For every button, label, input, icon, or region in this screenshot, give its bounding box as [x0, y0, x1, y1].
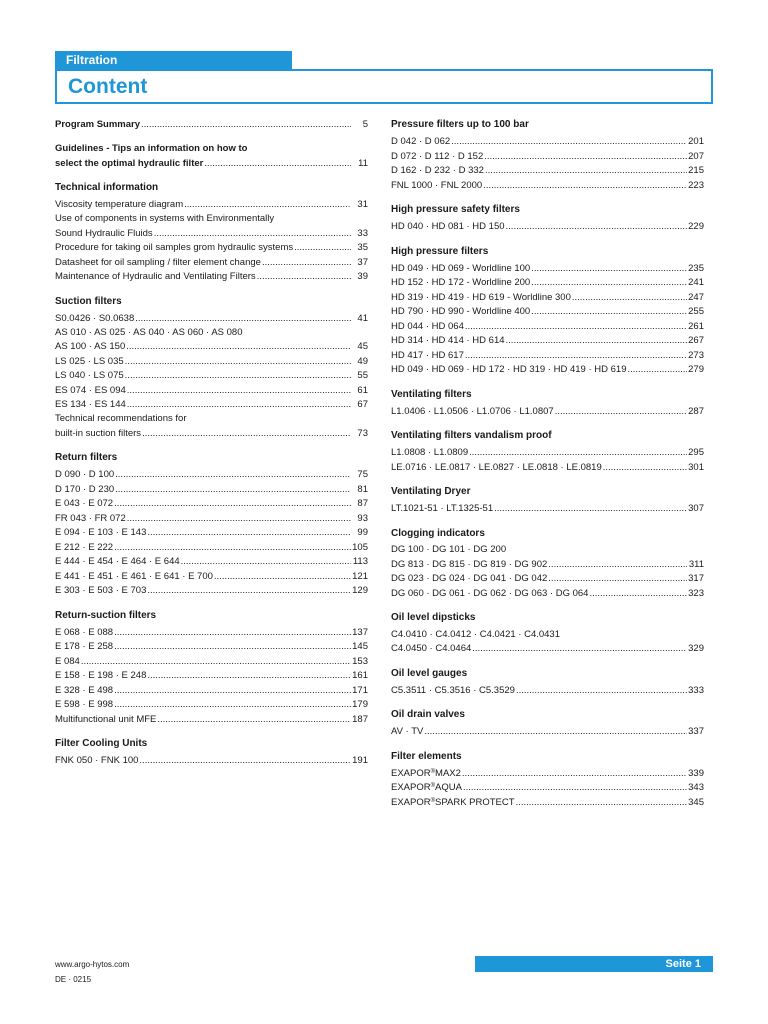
entry-page-number: 329: [688, 643, 704, 654]
toc-entry[interactable]: [391, 446, 704, 461]
toc-section: [55, 118, 368, 133]
entry-page-number: 81: [357, 483, 368, 495]
dot-leader: [114, 626, 351, 641]
dot-leader: [114, 497, 351, 512]
dot-leader: [465, 320, 687, 335]
toc-entry[interactable]: [391, 558, 704, 573]
toc-entry[interactable]: [391, 349, 704, 364]
entry-page-number: 339: [688, 767, 704, 779]
toc-entry[interactable]: [391, 179, 704, 194]
toc-section: [391, 667, 704, 699]
toc-section: [391, 388, 704, 420]
section-tab: Filtration: [55, 51, 292, 69]
section-heading: High pressure safety filters: [391, 204, 520, 215]
toc-entry[interactable]: [55, 541, 368, 556]
entry-label: LE.0716 · LE.0817 · LE.0827 · LE.0818 · LE.0819: [391, 461, 602, 473]
toc-entry[interactable]: [391, 262, 704, 277]
toc-section: [391, 203, 704, 235]
toc-entry[interactable]: [55, 655, 368, 670]
entry-page-number: 39: [357, 271, 368, 282]
entry-label: HD 319 · HD 419 · HD 619 - Worldline 300: [391, 291, 571, 303]
entry-page-number: 171: [352, 684, 368, 696]
entry-page-number: 295: [688, 447, 704, 458]
toc-section: [55, 609, 368, 728]
toc-section: [391, 118, 704, 193]
entry-page-number: 35: [357, 242, 368, 253]
entry-label: Procedure for taking oil samples grom hydraulic systems: [55, 242, 294, 253]
entry-label: E 158 · E 198 · E 248: [55, 670, 147, 681]
section-heading: Clogging indicators: [391, 527, 485, 539]
toc-entry[interactable]: [391, 502, 704, 517]
toc-section: [391, 750, 704, 811]
dot-leader: [294, 241, 351, 256]
entry-label: HD 152 · HD 172 - Worldline 200: [391, 277, 531, 288]
section-heading: Oil level dipsticks: [391, 612, 476, 623]
dot-leader: [472, 642, 687, 657]
toc-entry[interactable]: [55, 369, 368, 384]
section-heading: Filter Cooling Units: [55, 738, 148, 749]
entry-page-number: 191: [352, 755, 368, 766]
toc-entry[interactable]: [55, 198, 368, 213]
entry-label: Program Summary: [55, 119, 141, 130]
dot-leader: [115, 483, 351, 498]
dot-leader: [465, 349, 687, 364]
dot-leader: [451, 135, 687, 150]
dot-leader: [516, 796, 687, 811]
toc-section: [55, 451, 368, 599]
toc-entry[interactable]: [55, 713, 368, 728]
dot-leader: [114, 698, 351, 713]
dot-leader: [114, 541, 351, 556]
entry-label: E 094 · E 103 · E 143: [55, 527, 147, 538]
toc-entry[interactable]: [391, 725, 704, 740]
entry-page-number: 241: [688, 277, 704, 288]
toc-section: [55, 295, 368, 442]
entry-label: HD 049 · HD 069 · HD 172 · HD 319 · HD 419 · HD 619: [391, 364, 627, 375]
entry-label: D 072 · D 112 · D 152: [391, 150, 484, 162]
toc-entry[interactable]: [55, 118, 368, 133]
entry-page-number: 279: [688, 364, 704, 375]
dot-leader: [181, 555, 351, 570]
section-heading: Filter elements: [391, 750, 462, 762]
section-heading: Suction filters: [55, 295, 122, 307]
entry-label: [391, 767, 461, 782]
toc-section: [55, 737, 368, 769]
toc-section: [55, 143, 368, 172]
entry-label: HD 049 · HD 069 - Worldline 100: [391, 262, 531, 274]
toc-section: [55, 181, 368, 285]
toc-entry[interactable]: [391, 461, 704, 476]
toc-entry[interactable]: [391, 220, 704, 235]
entry-label: E 178 · E 258: [55, 641, 114, 652]
entry-page-number: 229: [688, 221, 704, 232]
entry-page-number: 235: [688, 262, 704, 274]
entry-label: E 441 · E 451 · E 461 · E 641 · E 700: [55, 570, 213, 582]
registered-mark: ®: [430, 797, 436, 804]
section-heading: Return-suction filters: [55, 609, 157, 621]
toc-section: [391, 245, 704, 378]
entry-page-number: 255: [688, 306, 704, 317]
dot-leader: [548, 558, 687, 573]
dot-leader: [484, 150, 687, 165]
dot-leader: [462, 767, 687, 782]
entry-label: FR 043 · FR 072: [55, 512, 126, 524]
dot-leader: [506, 220, 687, 235]
toc-entry[interactable]: [55, 570, 368, 585]
section-heading: Ventilating filters vandalism proof: [391, 430, 552, 441]
entry-label: select the optimal hydraulic filter: [55, 157, 204, 169]
entry-page-number: 45: [357, 341, 368, 352]
entry-label: HD 314 · HD 414 · HD 614: [391, 335, 505, 346]
toc-left-column: [55, 118, 368, 779]
entry-label: HD 417 · HD 617: [391, 349, 464, 361]
dot-leader: [135, 312, 351, 327]
entry-page-number: 137: [352, 626, 368, 638]
toc-entry[interactable]: [55, 669, 368, 684]
entry-page-number: 11: [358, 157, 368, 169]
toc-entry[interactable]: [55, 684, 368, 699]
toc-entry[interactable]: [55, 355, 368, 370]
dot-leader: [483, 179, 687, 194]
toc-entry[interactable]: [55, 384, 368, 399]
entry-page-number: 287: [688, 405, 704, 417]
entry-label: ES 074 · ES 094: [55, 384, 126, 396]
entry-label-product: AQUA: [435, 782, 462, 793]
entry-page-number: 153: [352, 655, 368, 667]
toc-right-column: [391, 118, 704, 820]
entry-label: [391, 796, 515, 811]
entry-label-product: MAX2: [435, 767, 461, 779]
entry-label: DG 023 · DG 024 · DG 041 · DG 042: [391, 573, 548, 584]
toc-entry[interactable]: [391, 363, 704, 378]
entry-page-number: 55: [357, 370, 368, 381]
dot-leader: [147, 584, 351, 599]
entry-page-number: 307: [688, 503, 704, 514]
entry-page-number: 261: [688, 320, 704, 332]
dot-leader: [627, 363, 687, 378]
entry-page-number: 273: [688, 349, 704, 361]
entry-label: L1.0808 · L1.0809: [391, 447, 469, 458]
entry-page-number: 145: [352, 641, 368, 652]
dot-leader: [603, 461, 687, 476]
toc-entry[interactable]: [55, 143, 368, 157]
dot-leader: [127, 398, 351, 413]
toc-entry[interactable]: [55, 213, 368, 227]
dot-leader: [589, 587, 687, 602]
registered-mark: ®: [430, 783, 436, 789]
dot-leader: [214, 570, 351, 585]
toc-entry[interactable]: [391, 334, 704, 349]
dot-leader: [147, 526, 351, 541]
dot-leader: [463, 781, 687, 796]
dot-leader: [494, 502, 687, 517]
entry-page-number: 311: [688, 558, 704, 570]
entry-page-number: 201: [688, 136, 704, 147]
toc-entry[interactable]: [55, 340, 368, 355]
toc-entry[interactable]: [391, 628, 704, 642]
entry-label: ES 134 · ES 144: [55, 399, 126, 410]
toc-entry[interactable]: [55, 584, 368, 599]
entry-label: D 170 · D 230: [55, 483, 115, 495]
entry-page-number: 187: [352, 713, 368, 725]
dot-leader: [126, 340, 351, 355]
toc-entry[interactable]: [55, 483, 368, 498]
dot-leader: [262, 256, 351, 271]
toc-entry[interactable]: [55, 157, 368, 172]
entry-page-number: 301: [688, 461, 704, 473]
toc-entry[interactable]: [55, 640, 368, 655]
toc-entry[interactable]: [55, 526, 368, 541]
dot-leader: [531, 276, 687, 291]
entry-page-number: 323: [688, 587, 704, 599]
entry-label: Maintenance of Hydraulic and Ventilating Filters: [55, 271, 256, 282]
dot-leader: [204, 157, 351, 172]
toc-section: [391, 485, 704, 517]
entry-label-brand: EXAPOR: [391, 767, 431, 779]
entry-page-number: 5: [362, 119, 368, 130]
entry-page-number: 207: [688, 150, 704, 162]
dot-leader: [516, 684, 687, 699]
footer-code: DE · 0215: [55, 975, 92, 984]
toc-section: [391, 527, 704, 602]
toc-entry[interactable]: [391, 276, 704, 291]
entry-label: HD 044 · HD 064: [391, 320, 464, 332]
toc-entry[interactable]: [391, 796, 704, 811]
toc-entry[interactable]: [55, 468, 368, 483]
toc-entry[interactable]: [55, 413, 368, 427]
toc-entry[interactable]: [55, 227, 368, 242]
toc-entry[interactable]: [391, 544, 704, 558]
section-heading: High pressure filters: [391, 245, 489, 257]
entry-page-number: 73: [357, 427, 368, 439]
dot-leader: [81, 655, 351, 670]
toc-entry[interactable]: [55, 555, 368, 570]
toc-entry[interactable]: [391, 684, 704, 699]
entry-page-number: 161: [352, 670, 368, 681]
entry-label: E 068 · E 088: [55, 626, 114, 638]
entry-label: DG 100 · DG 101 · DG 200: [391, 544, 507, 555]
entry-label: Viscosity temperature diagram: [55, 199, 184, 210]
entry-label: LS 040 · LS 075: [55, 370, 124, 381]
page-title: Content: [55, 69, 713, 104]
entry-label: Technical recommendations for: [55, 413, 187, 424]
section-heading: Oil drain valves: [391, 709, 465, 720]
entry-label: DG 060 · DG 061 · DG 062 · DG 063 · DG 064: [391, 587, 589, 599]
entry-page-number: 267: [688, 335, 704, 346]
entry-label: E 303 · E 503 · E 703: [55, 585, 147, 596]
dot-leader: [141, 118, 351, 133]
entry-label-brand: EXAPOR: [391, 796, 431, 808]
toc-section: [391, 611, 704, 657]
entry-label: AS 100 · AS 150: [55, 341, 126, 352]
entry-page-number: 61: [357, 384, 368, 396]
entry-page-number: 345: [688, 796, 704, 808]
section-heading: Ventilating filters: [391, 388, 472, 400]
entry-label: C4.0450 · C4.0464: [391, 643, 472, 654]
entry-label: L1.0406 · L1.0506 · L1.0706 · L1.0807: [391, 405, 554, 417]
toc-entry[interactable]: [55, 427, 368, 442]
section-heading: Ventilating Dryer: [391, 486, 471, 497]
toc-entry[interactable]: [391, 291, 704, 306]
section-heading: Technical information: [55, 182, 159, 193]
entry-page-number: 87: [357, 498, 368, 509]
dot-leader: [157, 713, 351, 728]
dot-leader: [531, 262, 687, 277]
dot-leader: [127, 512, 351, 527]
toc-entry[interactable]: [391, 767, 704, 782]
toc-entry[interactable]: [55, 754, 368, 769]
entry-page-number: 99: [357, 527, 368, 538]
toc-entry[interactable]: [55, 326, 368, 340]
entry-page-number: 337: [688, 726, 704, 737]
entry-page-number: 333: [688, 684, 704, 696]
entry-label: C5.3511 · C5.3516 · C5.3529: [391, 684, 515, 696]
page-number-bar: Seite 1: [475, 956, 713, 972]
entry-page-number: 33: [357, 227, 368, 239]
dot-leader: [127, 384, 351, 399]
dot-leader: [154, 227, 351, 242]
entry-label: AS 010 · AS 025 · AS 040 · AS 060 · AS 080: [55, 326, 243, 338]
entry-page-number: 67: [357, 399, 368, 410]
entry-label: AV · TV: [391, 726, 424, 737]
entry-page-number: 129: [352, 585, 368, 596]
registered-mark: ®: [430, 768, 436, 775]
section-heading: Return filters: [55, 452, 118, 463]
entry-page-number: 343: [688, 782, 704, 793]
dot-leader: [125, 355, 351, 370]
entry-label: Use of components in systems with Environmentally: [55, 213, 275, 224]
toc-entry[interactable]: [391, 320, 704, 335]
toc-entry[interactable]: [391, 305, 704, 320]
dot-leader: [555, 405, 687, 420]
entry-label: S0.0426 · S0.0638: [55, 312, 135, 324]
entry-page-number: 121: [352, 570, 368, 582]
entry-page-number: 37: [357, 256, 368, 268]
toc-entry[interactable]: [55, 398, 368, 413]
entry-label: E 212 · E 222: [55, 541, 114, 553]
toc-entry[interactable]: [55, 270, 368, 285]
toc-entry[interactable]: [391, 150, 704, 165]
dot-leader: [531, 305, 687, 320]
entry-label: built-in suction filters: [55, 427, 142, 439]
toc-entry[interactable]: [55, 497, 368, 512]
footer-url[interactable]: www.argo-hytos.com: [55, 960, 130, 969]
entry-label: E 598 · E 998: [55, 699, 114, 710]
entry-label: HD 040 · HD 081 · HD 150: [391, 221, 505, 232]
entry-label: D 090 · D 100: [55, 469, 115, 480]
toc-entry[interactable]: [55, 512, 368, 527]
dot-leader: [257, 270, 351, 285]
entry-label: C4.0410 · C4.0412 · C4.0421 · C4.0431: [391, 628, 560, 640]
toc-entry[interactable]: [391, 405, 704, 420]
toc-entry[interactable]: [391, 587, 704, 602]
dot-leader: [424, 725, 687, 740]
toc-section: [391, 708, 704, 740]
entry-label: Datasheet for oil sampling / filter element change: [55, 256, 261, 268]
entry-label: E 444 · E 454 · E 464 · E 644: [55, 556, 180, 567]
dot-leader: [115, 468, 351, 483]
toc-entry[interactable]: [391, 572, 704, 587]
dot-leader: [469, 446, 687, 461]
entry-label: FNL 1000 · FNL 2000: [391, 179, 483, 191]
entry-page-number: 317: [688, 573, 704, 584]
entry-label: D 162 · D 232 · D 332: [391, 165, 484, 176]
entry-label: LS 025 · LS 035: [55, 355, 124, 367]
dot-leader: [184, 198, 351, 213]
dot-leader: [125, 369, 351, 384]
toc-entry[interactable]: [391, 642, 704, 657]
entry-page-number: 31: [357, 199, 368, 210]
toc-entry[interactable]: [391, 781, 704, 796]
entry-page-number: 247: [688, 291, 704, 303]
entry-page-number: 49: [357, 355, 368, 367]
entry-label: D 042 · D 062: [391, 136, 451, 147]
entry-page-number: 223: [688, 179, 704, 191]
toc-section: [391, 429, 704, 475]
toc-entry[interactable]: [55, 312, 368, 327]
entry-page-number: 93: [357, 512, 368, 524]
dot-leader: [114, 684, 351, 699]
entry-page-number: 113: [352, 556, 368, 567]
toc-entry[interactable]: [55, 241, 368, 256]
entry-label: Multifunctional unit MFE: [55, 713, 157, 725]
entry-page-number: 215: [688, 165, 704, 176]
entry-label: LT.1021-51 · LT.1325-51: [391, 503, 494, 514]
entry-page-number: 179: [352, 699, 368, 710]
entry-page-number: 75: [357, 469, 368, 480]
dot-leader: [147, 669, 351, 684]
entry-label: Guidelines - Tips an information on how to: [55, 143, 248, 154]
entry-label: FNK 050 · FNK 100: [55, 755, 139, 766]
entry-page-number: 105: [352, 541, 368, 553]
dot-leader: [572, 291, 687, 306]
entry-label: Sound Hydraulic Fluids: [55, 227, 153, 239]
dot-leader: [142, 427, 351, 442]
section-heading: Oil level gauges: [391, 667, 468, 679]
entry-label: HD 790 · HD 990 - Worldline 400: [391, 306, 531, 317]
section-heading: Pressure filters up to 100 bar: [391, 119, 529, 130]
entry-page-number: 41: [357, 312, 368, 324]
entry-label: E 043 · E 072: [55, 498, 114, 509]
entry-label: DG 813 · DG 815 · DG 819 · DG 902: [391, 558, 548, 570]
dot-leader: [548, 572, 687, 587]
entry-label: E 328 · E 498: [55, 684, 114, 696]
entry-label: E 084: [55, 655, 80, 667]
dot-leader: [485, 164, 687, 179]
toc-entry[interactable]: [55, 256, 368, 271]
toc-entry[interactable]: [55, 626, 368, 641]
dot-leader: [114, 640, 351, 655]
toc-entry[interactable]: [391, 135, 704, 150]
toc-entry[interactable]: [391, 164, 704, 179]
entry-label-product: SPARK PROTECT: [435, 796, 515, 808]
toc-entry[interactable]: [55, 698, 368, 713]
dot-leader: [139, 754, 351, 769]
entry-label: [391, 781, 462, 796]
dot-leader: [506, 334, 687, 349]
entry-label-brand: EXAPOR: [391, 782, 431, 793]
